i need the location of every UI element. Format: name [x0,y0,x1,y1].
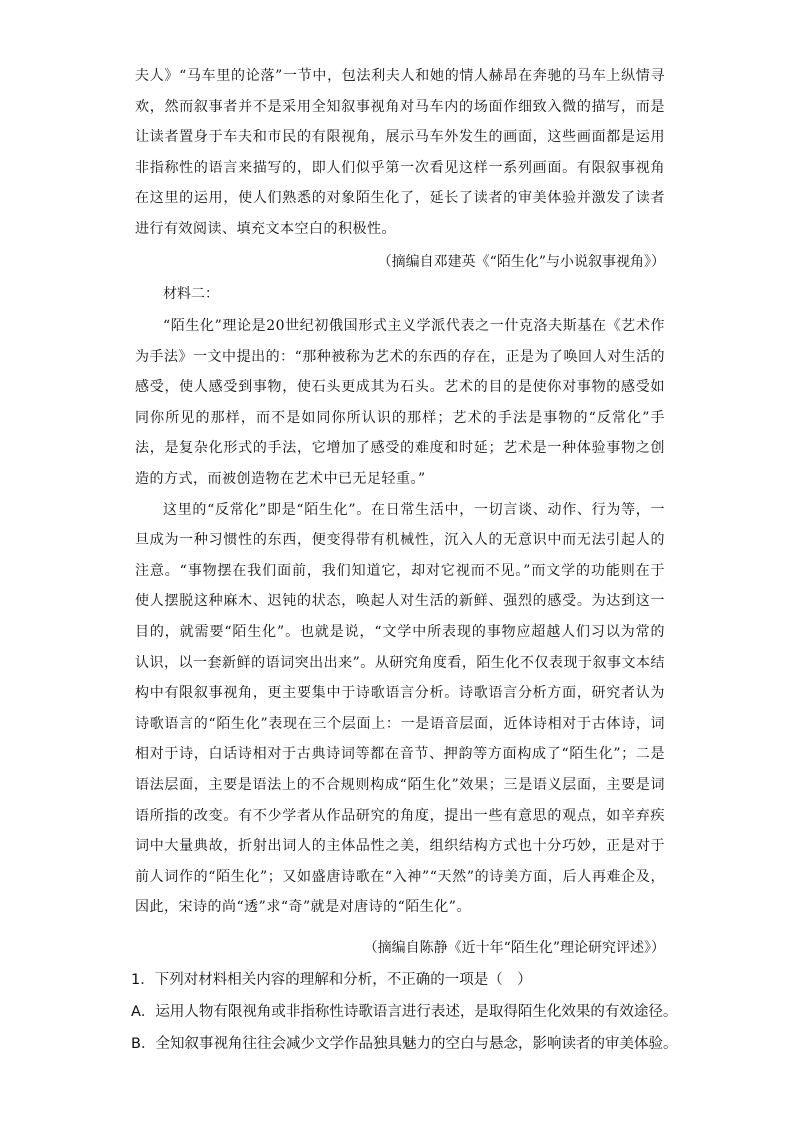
material-one-source [135,247,665,277]
source-citation-two: （摘编自陈静《近十年“陌生化”理论研究评述》） [363,940,665,956]
question-1-option-b[interactable]: B．全知叙事视角往往会减少文学作品独具魅力的空白与悬念，影响读者的审美体验。 [131,1036,678,1052]
material-two-label: 材料二： [163,286,219,302]
material-one-continuation [135,61,665,245]
source-citation-one: （摘编自邓建英《“陌生化”与小说叙事视角》） [377,254,665,270]
material-two-paragraph-2: 这里的“反常化”即是“陌生化”。在日常生活中，一切言谈、动作、行为等，一旦成为一种习惯性的东西，便变得带有机械性，沉入人的无意识中而无法引起人的注意。“事物摆在我们面前，我们知道它，却对它视而不见。”而文学的功能则在于使人摆脱这种麻木、迟钝的状态，唤起人对生活的新鲜、强烈的感受。为达到这一目的，就需要“陌生化”。也就是说，“文学中所表现的事物应超越人们习以为常的认识，以一套新鲜的语词突出出来”。从研究角度看，陌生化不仅表现于叙事文本结构中有限叙事视角，更主要集中于诗歌语言分析。诗歌语言分析方面，研究者认为诗歌语言的“陌生化”表现在三个层面上：一是语音层面，近体诗相对于古体诗，词相对于诗，白话诗相对于古典诗词等都在音节、押韵等方面构成了“陌生化”；二是语法层面，主要是语法上的不合规则构成“陌生化”效果；三是语义层面，主要是词语所指的改变。有不少学者从作品研究的角度，提出一些有意思的观点，如辛弃疾词中大量典故，折射出词人的主体品性之美，组织结构方式也十分巧妙，正是对于前人词作的“陌生化”；又如盛唐诗歌在“入神”“天然”的诗美方面，后人再难企及，因此，宋诗的尚“透”求“奇”就是对唐诗的“陌生化”。 [135,501,665,916]
question-1-option-a[interactable]: A．运用人物有限视角或非指称性诗歌语言进行表述，是取得陌生化效果的有效途径。 [131,1004,678,1020]
material-one-paragraph: 夫人》“马车里的论落”一节中，包法利夫人和她的情人赫昂在奔驰的马车上纵情寻欢，然而叙事者并不是采用全知叙事视角对马车内的场面作细致入微的描写，而是让读者置身于车夫和市民的有限视角，展示马车外发生的画面，这些画面都是运用非指称性的语言来描写的，即人们似乎第一次看见这样一系列画面。有限叙事视角在这里的运用，使人们熟悉的对象陌生化了，延长了读者的审美体验并激发了读者进行有效阅读、填充文本空白的积极性。 [135,68,665,237]
material-two-source [135,933,665,963]
material-two-body [135,311,665,923]
question-1-stem: 1．下列对材料相关内容的理解和分析，不正确的一项是（ ） [131,972,532,988]
material-two-header [135,279,665,309]
material-two-paragraph-1: “陌生化”理论是20世纪初俄国形式主义学派代表之一什克洛夫斯基在《艺术作为手法》一文中提出的：“那种被称为艺术的东西的存在，正是为了唤回人对生活的感受，使人感受到事物，使石头更成其为石头。艺术的目的是使你对事物的感受如同你所见的那样，而不是如同你所认识的那样；艺术的手法是事物的“反常化”手法，是复杂化形式的手法，它增加了感受的难度和时延；艺术是一种体验事物之创造的方式，而被创造物在艺术中已无足轻重。” [135,318,665,487]
